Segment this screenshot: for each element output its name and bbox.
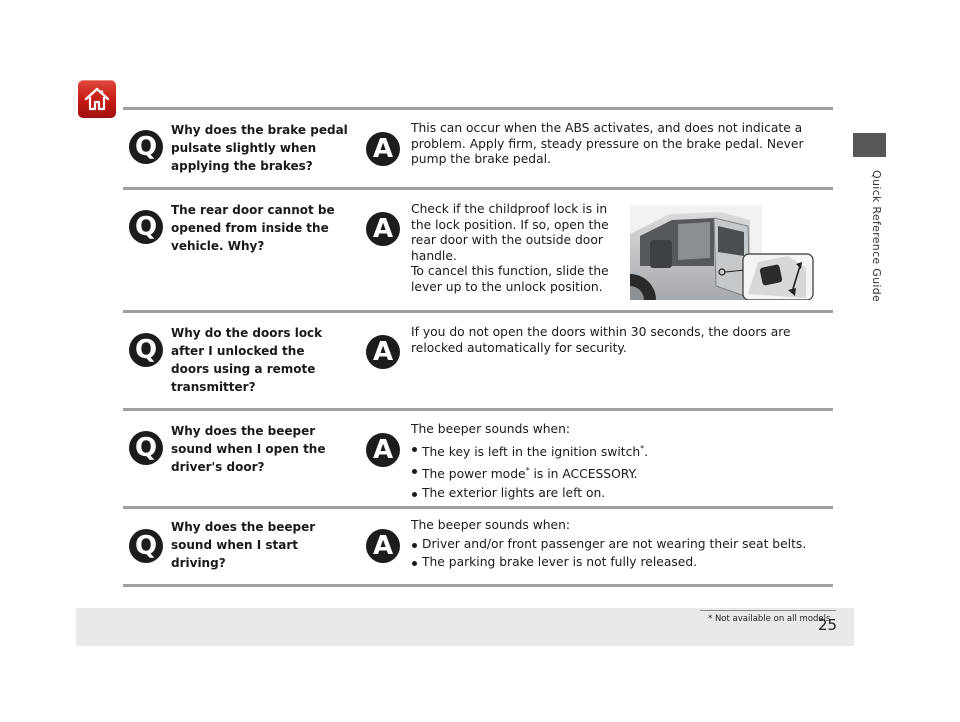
answer-bullet-list xyxy=(411,441,831,502)
answer-intro: The beeper sounds when: xyxy=(411,518,571,532)
answer-bullet-list xyxy=(411,537,831,571)
list-item: The parking brake lever is not fully released. xyxy=(411,555,831,571)
list-item: Driver and/or front passenger are not wearing their seat belts. xyxy=(411,537,831,553)
question-text: Why does the brake pedal pulsate slightly when applying the brakes? xyxy=(171,123,348,173)
question-text: Why does the beeper sound when I open the driver's door? xyxy=(171,424,326,474)
list-item: The key is left in the ignition switch*. xyxy=(411,441,831,461)
list-item: The power mode* is in ACCESSORY. xyxy=(411,463,831,483)
answer-text xyxy=(411,422,831,502)
question-badge: Q xyxy=(129,529,163,563)
qa-item xyxy=(123,509,833,584)
footnote-marker: * xyxy=(525,466,530,476)
rear-door-childproof-lock-illustration xyxy=(630,206,815,300)
answer-line: the lock position. If so, open the xyxy=(411,217,609,232)
page-number: 25 xyxy=(818,616,838,634)
question-text: Why does the beeper sound when I start driving? xyxy=(171,520,316,570)
answer-intro: The beeper sounds when: xyxy=(411,422,571,436)
footnote-divider xyxy=(700,610,836,611)
answer-line: handle. xyxy=(411,248,457,263)
home-button[interactable] xyxy=(78,80,116,118)
question-badge: Q xyxy=(129,210,163,244)
section-label: Quick Reference Guide xyxy=(870,170,883,303)
question-badge: Q xyxy=(129,431,163,465)
answer-line: To cancel this function, slide the xyxy=(411,264,609,279)
answer-badge: A xyxy=(366,335,400,369)
answer-badge: A xyxy=(366,529,400,563)
section-tab-marker xyxy=(853,133,886,157)
divider xyxy=(123,584,833,587)
answer-badge: A xyxy=(366,433,400,467)
answer-text: If you do not open the doors within 30 seconds, the doors are relocked automatically for security. xyxy=(411,325,791,355)
answer-line: lever up to the unlock position. xyxy=(411,279,603,294)
list-item: The exterior lights are left on. xyxy=(411,486,831,502)
question-text: The rear door cannot be opened from inside the vehicle. Why? xyxy=(171,203,335,253)
answer-text xyxy=(411,202,626,296)
answer-text xyxy=(411,518,831,571)
question-badge: Q xyxy=(129,130,163,164)
answer-badge: A xyxy=(366,132,400,166)
qa-item xyxy=(123,313,833,408)
footnote-marker: * xyxy=(640,443,645,453)
qa-item xyxy=(123,411,833,506)
home-icon xyxy=(84,87,110,111)
question-badge: Q xyxy=(129,333,163,367)
footnote: * Not available on all models xyxy=(708,614,831,624)
answer-badge: A xyxy=(366,212,400,246)
qa-item xyxy=(123,110,833,187)
answer-text: This can occur when the ABS activates, and does not indicate a problem. Apply firm, steady pressure on the brake pedal. Never pump the brake pedal. xyxy=(411,121,804,167)
answer-line: Check if the childproof lock is in xyxy=(411,202,608,216)
answer-line: rear door with the outside door xyxy=(411,233,603,248)
qa-item xyxy=(123,190,833,310)
question-text: Why do the doors lock after I unlocked the doors using a remote transmitter? xyxy=(171,326,323,394)
